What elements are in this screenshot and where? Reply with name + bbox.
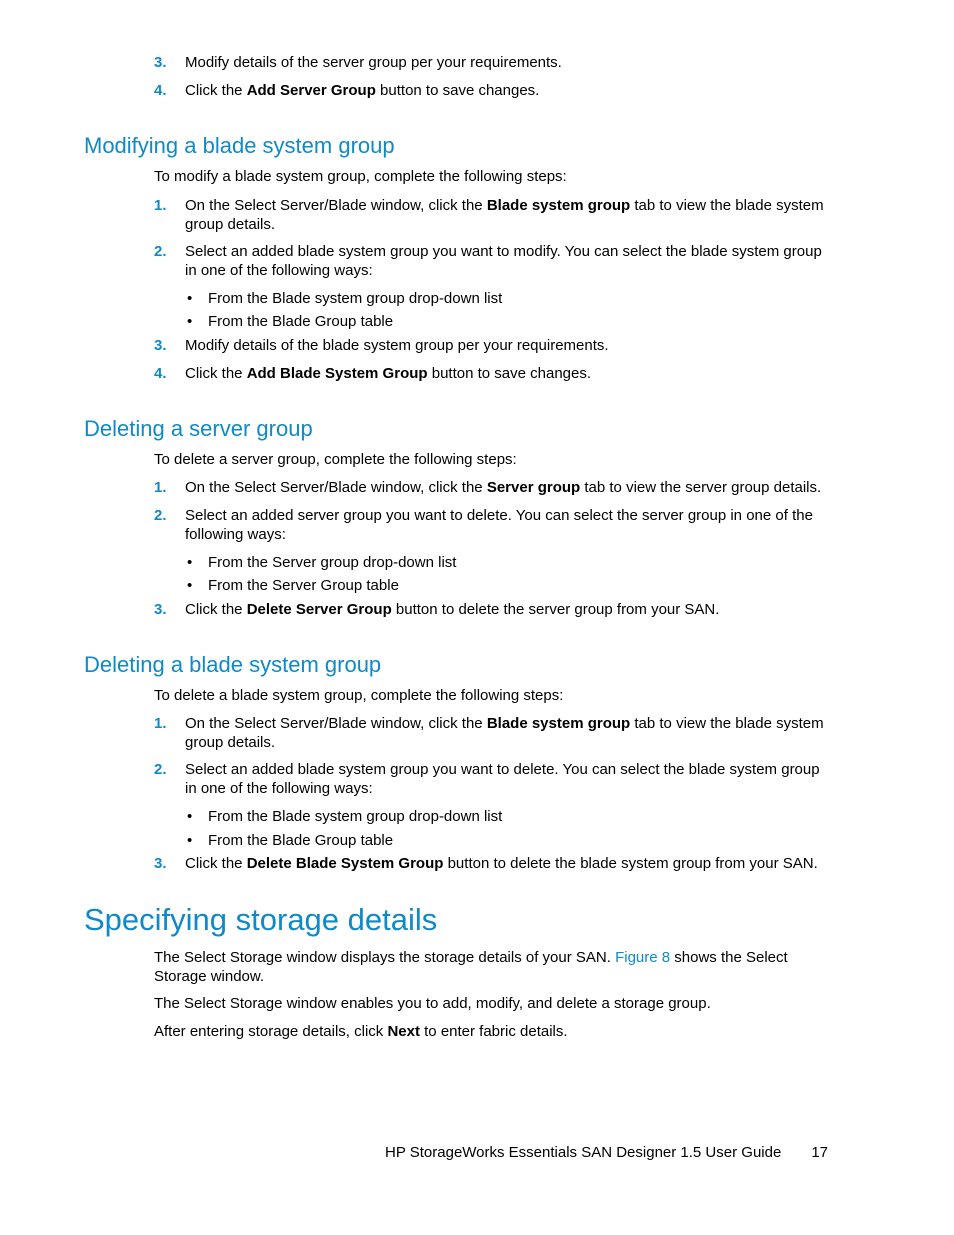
section-heading: Modifying a blade system group	[84, 133, 395, 158]
list-item	[154, 715, 835, 752]
step-text: On the Select Server/Blade window, click the	[185, 715, 487, 732]
bullet-item	[187, 290, 828, 308]
bullet-text: From the Blade system group drop-down list	[208, 290, 503, 307]
step-number: 4.	[154, 82, 167, 99]
step-number: 1.	[154, 479, 167, 496]
page-footer	[385, 1144, 828, 1162]
section-heading: Deleting a blade system group	[84, 652, 382, 677]
paragraph-text: The Select Storage window displays the storage details of your SAN.	[154, 949, 616, 966]
section-intro: To delete a blade system group, complete the following steps:	[154, 687, 564, 704]
step-number: 1.	[154, 197, 167, 214]
list-item	[154, 337, 835, 356]
step-text: tab to view the blade system group details.	[185, 197, 824, 233]
step-text: button to save changes.	[375, 82, 540, 99]
step-text: button to delete the server group from your SAN.	[391, 601, 720, 618]
bullet-item	[187, 554, 828, 572]
bullet-item	[187, 808, 828, 826]
list-item	[154, 197, 835, 234]
step-text: Click the	[185, 365, 247, 382]
bullet-item	[187, 832, 828, 850]
list-item	[154, 82, 835, 101]
list-item	[154, 761, 835, 798]
ui-term: Delete Server Group	[246, 601, 392, 618]
bullet-text: From the Blade Group table	[208, 313, 394, 330]
section-intro: To modify a blade system group, complete the following steps:	[154, 168, 567, 185]
step-number: 2.	[154, 507, 167, 524]
ui-term: Add Blade System Group	[246, 365, 428, 382]
step-text: Modify details of the server group per your requirements.	[185, 54, 562, 71]
bullet-text: From the Server group drop-down list	[208, 554, 457, 571]
step-text: Select an added blade system group you want to modify. You can select the blade system group in one of the following ways:	[185, 243, 822, 279]
section-heading: Deleting a server group	[84, 416, 313, 441]
body-paragraph	[154, 949, 794, 986]
chapter-heading: Specifying storage details	[84, 902, 438, 937]
bullet-icon: •	[187, 577, 193, 594]
bullet-icon: •	[187, 832, 193, 849]
list-item	[154, 479, 835, 498]
step-text: button to save changes.	[427, 365, 592, 382]
list-item	[154, 54, 835, 73]
list-item	[154, 507, 835, 544]
step-number: 2.	[154, 243, 167, 260]
paragraph-text: to enter fabric details.	[419, 1023, 568, 1040]
step-text: Click the	[185, 82, 247, 99]
bullet-icon: •	[187, 808, 193, 825]
ui-term: Next	[387, 1023, 420, 1040]
ui-term: Add Server Group	[246, 82, 376, 99]
body-paragraph: The Select Storage window enables you to add, modify, and delete a storage group.	[154, 995, 711, 1012]
step-number: 3.	[154, 601, 167, 618]
paragraph-text: shows the Select Storage window.	[154, 949, 788, 985]
step-text: tab to view the server group details.	[580, 479, 822, 496]
list-item	[154, 855, 835, 874]
figure-link[interactable]: Figure 8	[615, 949, 671, 966]
ui-term: Blade system group	[486, 715, 631, 732]
page-number: 17	[811, 1144, 828, 1161]
bullet-text: From the Blade system group drop-down list	[208, 808, 503, 825]
list-item	[154, 601, 835, 620]
step-number: 3.	[154, 54, 167, 71]
ui-term: Delete Blade System Group	[246, 855, 444, 872]
ui-term: Server group	[486, 479, 581, 496]
bullet-icon: •	[187, 290, 193, 307]
bullet-item	[187, 577, 828, 595]
step-text: Modify details of the blade system group per your requirements.	[185, 337, 609, 354]
paragraph-text: After entering storage details, click	[154, 1023, 388, 1040]
bullet-text: From the Server Group table	[208, 577, 399, 594]
list-item	[154, 365, 835, 384]
step-number: 1.	[154, 715, 167, 732]
bullet-text: From the Blade Group table	[208, 832, 394, 849]
step-text: Click the	[185, 855, 247, 872]
step-text: On the Select Server/Blade window, click the	[185, 479, 487, 496]
step-text: On the Select Server/Blade window, click the	[185, 197, 487, 214]
footer-title: HP StorageWorks Essentials SAN Designer 1.5 User Guide	[385, 1144, 782, 1161]
step-text: tab to view the blade system group details.	[185, 715, 824, 751]
body-paragraph	[154, 1023, 834, 1042]
bullet-icon: •	[187, 554, 193, 571]
list-item	[154, 243, 835, 280]
step-number: 3.	[154, 855, 167, 872]
bullet-item	[187, 313, 828, 331]
step-number: 3.	[154, 337, 167, 354]
step-text: Select an added server group you want to delete. You can select the server group in one of the following ways:	[185, 507, 813, 543]
step-number: 4.	[154, 365, 167, 382]
step-text: Select an added blade system group you want to delete. You can select the blade system group in one of the following ways:	[185, 761, 820, 797]
step-text: button to delete the blade system group from your SAN.	[443, 855, 818, 872]
step-text: Click the	[185, 601, 247, 618]
bullet-icon: •	[187, 313, 193, 330]
section-intro: To delete a server group, complete the following steps:	[154, 451, 517, 468]
step-number: 2.	[154, 761, 167, 778]
ui-term: Blade system group	[486, 197, 631, 214]
